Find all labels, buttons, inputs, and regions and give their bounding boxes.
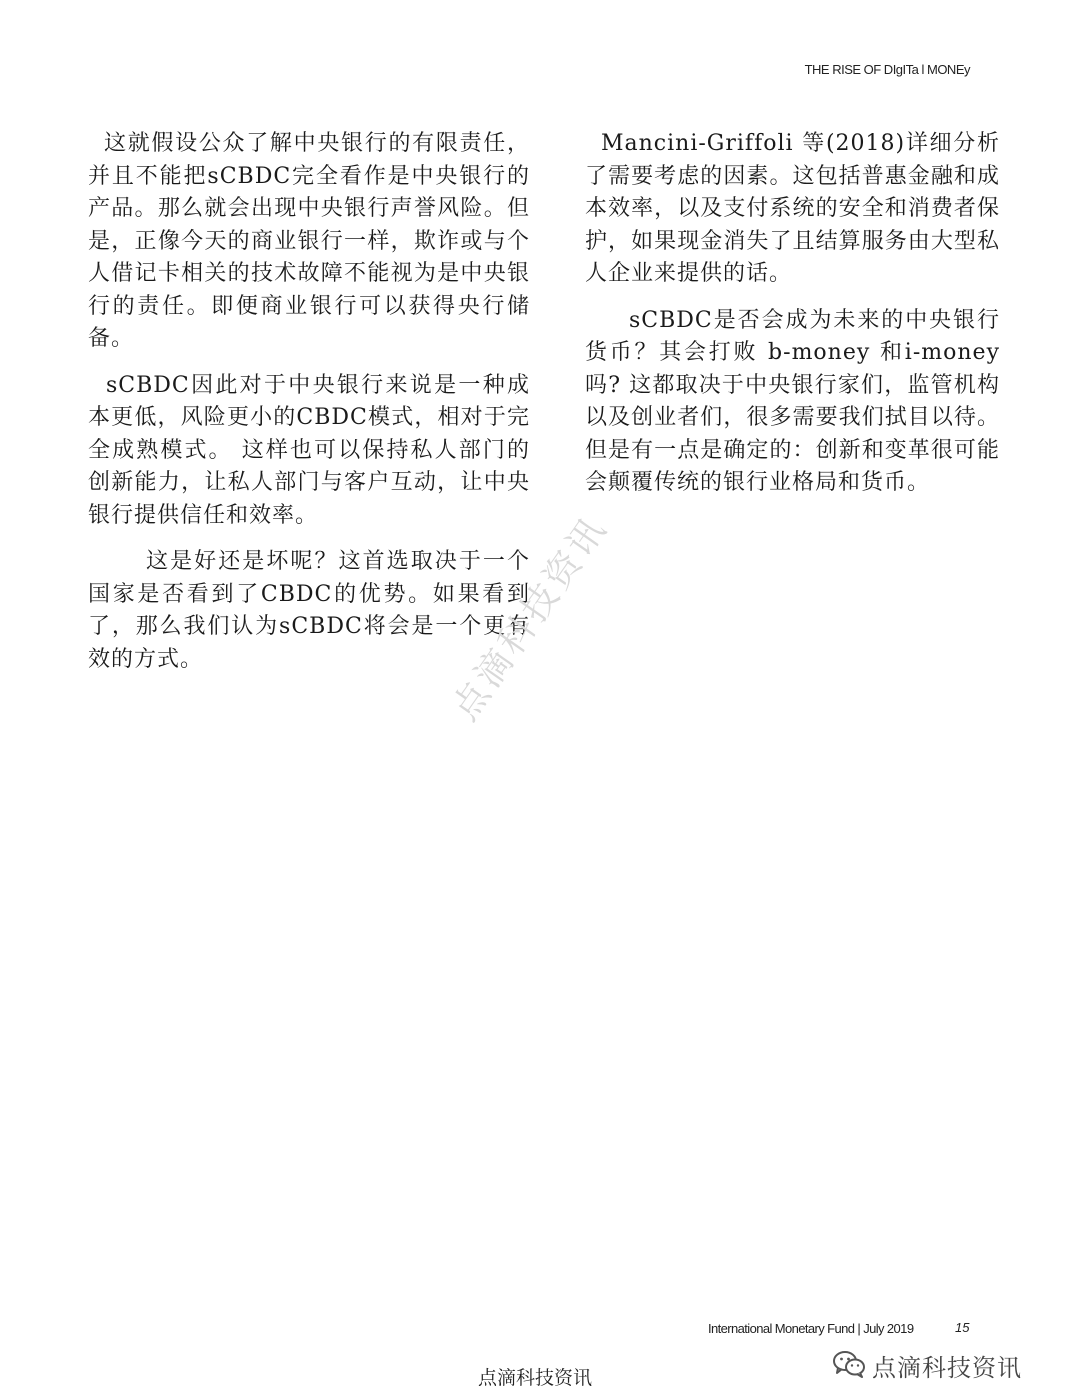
running-header: THE RISE OF DIgITa l MONEy [804, 62, 970, 77]
wechat-icon [832, 1350, 866, 1382]
right-paragraph-2: sCBDC是否会成为未来的中央银行货币？其会打败 b-money 和i-money吗? 这都取决于中央银行家们，监管机构以及创业者们，很多需要我们拭目以待。但是有一点是确定的：创新和变革很可能会颠覆传统的银行业格局和货币。 [585, 307, 1000, 495]
left-paragraph-3: 这是好还是坏呢？这首选取决于一个国家是否看到了CBDC的优势。如果看到了，那么我们认为sCBDC将会是一个更有效的方式。 [88, 549, 530, 672]
left-paragraph-1: 这就假设公众了解中央银行的有限责任，并且不能把sCBDC完全看作是中央银行的产品。那么就会出现中央银行声誉风险。但是，正像今天的商业银行一样，欺诈或与个人借记卡相关的技术故障不能视为是中央银行的责任。即便商业银行可以获得央行储备。 [88, 131, 530, 351]
left-column [88, 128, 530, 690]
footer-citation: International Monetary Fund | July 2019 [708, 1321, 914, 1336]
right-paragraph-1: Mancini-Griffoli 等(2018)详细分析了需要考虑的因素。这包括普惠金融和成本效率，以及支付系统的安全和消费者保护，如果现金消失了且结算服务由大型私人企业来提供的话。 [585, 131, 1000, 286]
footer-source-label: 点滴科技资讯 [478, 1367, 593, 1389]
right-column [585, 128, 1000, 514]
wechat-account-name: 点滴科技资讯 [872, 1354, 1022, 1382]
wechat-account-badge[interactable] [832, 1348, 1022, 1383]
page-number: 15 [955, 1320, 970, 1335]
left-paragraph-2: sCBDC因此对于中央银行来说是一种成本更低，风险更小的CBDC模式，相对于完全成熟模式。 这样也可以保持私人部门的创新能力，让私人部门与客户互动，让中央银行提供信任和效率。 [88, 372, 530, 528]
watermark: 点滴科技资讯 [444, 507, 616, 729]
